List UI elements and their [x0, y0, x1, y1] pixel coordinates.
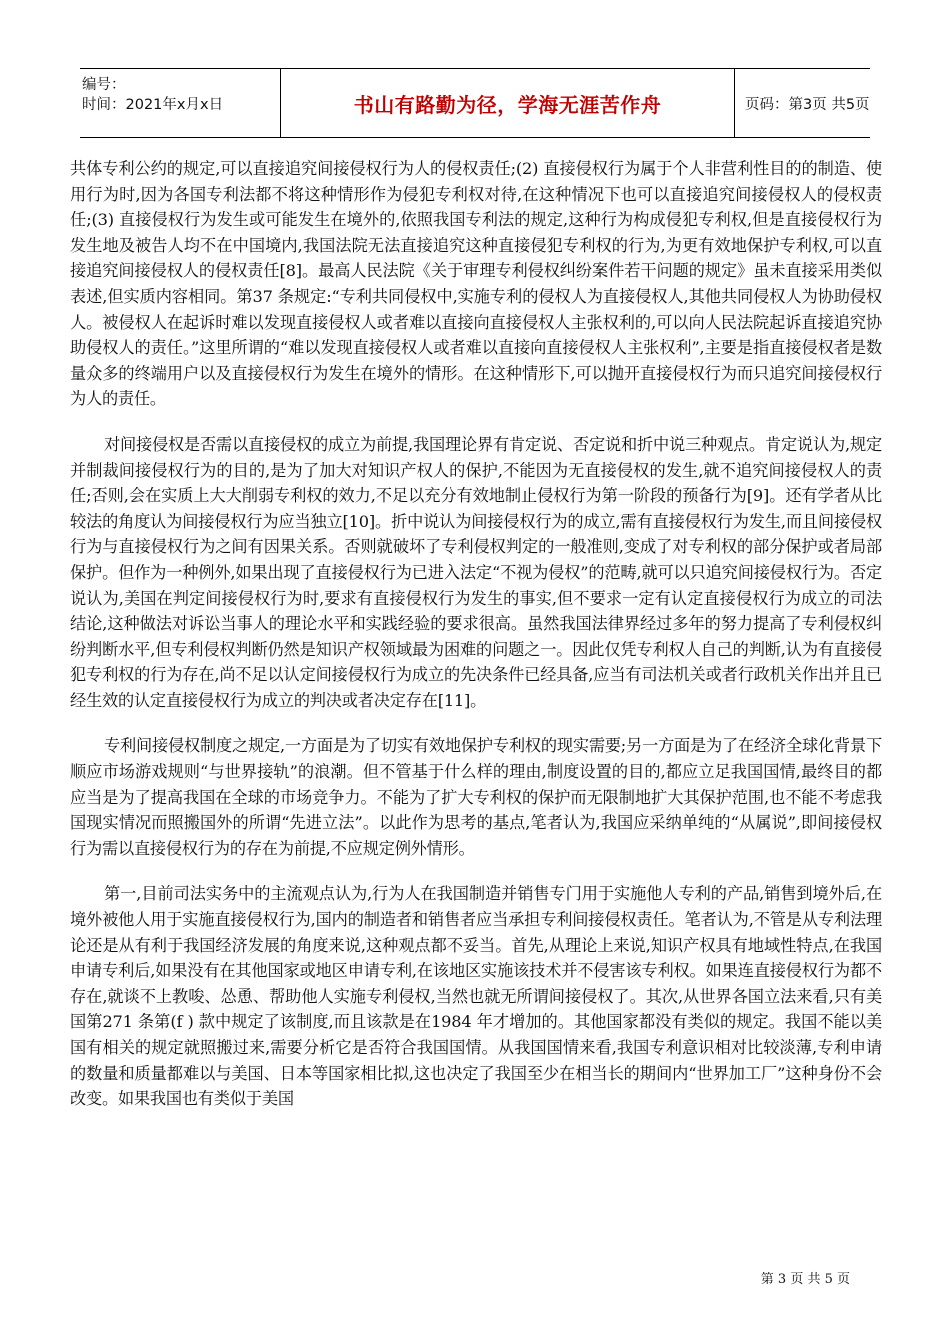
paragraph: 专利间接侵权制度之规定,一方面是为了切实有效地保护专利权的现实需要;另一方面是为了在经济全球化背景下顺应市场游戏规则“与世界接轨”的浪潮。但不管基于什么样的理由,制度设置的目的,都应立足我国国情,最终目的都应当是为了提高我国在全球的市场竞争力。不能为了扩大专利权的保护而无限制地扩大其保护范围,也不能不考虑我国现实情况而照搬国外的所谓“先进立法”。以此作为思考的基点,笔者认为,我国应采纳单纯的“从属说”,即间接侵权行为需以直接侵权行为的存在为前提,不应规定例外情形。 — [70, 736, 882, 858]
document-header — [80, 68, 870, 138]
document-body — [70, 156, 882, 1132]
number-label: 编号： — [82, 77, 126, 93]
page-label: 页码：第3页 共5页 — [745, 96, 870, 113]
paragraph: 对间接侵权是否需以直接侵权的成立为前提,我国理论界有肯定说、否定说和折中说三种观点。肯定说认为,规定并制裁间接侵权行为的目的,是为了加大对知识产权人的保护,不能因为无直接侵权的发生,就不追究间接侵权人的责任;否则,会在实质上大大削弱专利权的效力,不足以充分有效地制止侵权行为第一阶段的预备行为[9]。还有学者从比较法的角度认为间接侵权行为应当独立[10]。折中说认为间接侵权行为的成立,需有直接侵权行为发生,而且间接侵权行为与直接侵权行为之间有因果关系。否则就破坏了专利侵权判定的一般准则,变成了对专利权的部分保护或者局部保护。但作为一种例外,如果出现了直接侵权行为已进入法定“不视为侵权”的范畴,就可以只追究间接侵权行为。否定说认为,美国在判定间接侵权行为时,要求有直接侵权行为发生的事实,但不要求一定有认定直接侵权行为成立的司法结论,这种做法对诉讼当事人的理论水平和实践经验的要求很高。虽然我国法律界经过多年的努力提高了专利侵权纠纷判断水平,但专利侵权判断仍然是知识产权领域最为困难的问题之一。因此仅凭专利权人自己的判断,认为有直接侵犯专利权的行为存在,尚不足以认定间接侵权行为成立的先决条件已经具备,应当有司法机关或者行政机关作出并且已经生效的认定直接侵权行为成立的判决或者决定存在[11]。 — [70, 434, 882, 710]
header-page-cell — [735, 69, 870, 137]
paragraph: 共体专利公约的规定,可以直接追究间接侵权行为人的侵权责任;(2) 直接侵权行为属于个人非营利性目的的制造、使用行为时,因为各国专利法都不将这种情形作为侵犯专利权对待,在这种情况下也可以直接追究间接侵权人的侵权责任;(3) 直接侵权行为发生或可能发生在境外的,依照我国专利法的规定,这种行为构成侵犯专利权,但是直接侵权行为发生地及被告人均不在中国境内,我国法院无法直接追究这种直接侵犯专利权的行为,为更有效地保护专利权,可以直接追究间接侵权人的侵权责任[8]。最高人民法院《关于审理专利侵权纠纷案件若干问题的规定》虽未直接采用类似表述,但实质内容相同。第37 条规定:“专利共同侵权中,实施专利的侵权人为直接侵权人,其他共同侵权人为协助侵权人。被侵权人在起诉时难以发现直接侵权人或者难以直接向直接侵权人主张权利的,可以向人民法院起诉直接追究协助侵权人的责任。”这里所谓的“难以发现直接侵权人或者难以直接向直接侵权人主张权利”,主要是指直接侵权者是数量众多的终端用户以及直接侵权行为发生在境外的情形。在这种情形下,可以抛开直接侵权行为而只追究间接侵权行为人的责任。 — [70, 159, 882, 409]
paragraph: 第一,目前司法实务中的主流观点认为,行为人在我国制造并销售专门用于实施他人专利的产品,销售到境外后,在境外被他人用于实施直接侵权行为,国内的制造者和销售者应当承担专利间接侵权责任。笔者认为,不管是从专利法理论还是从有利于我国经济发展的角度来说,这种观点都不妥当。首先,从理论上来说,知识产权具有地域性特点,在我国申请专利后,如果没有在其他国家或地区申请专利,在该地区实施该技术并不侵害该专利权。如果连直接侵权行为都不存在,就谈不上教唆、怂恿、帮助他人实施专利侵权,当然也就无所谓间接侵权了。其次,从世界各国立法来看,只有美国第271 条第(f ) 款中规定了该制度,而且该款是在1984 年才增加的。其他国家都没有类似的规定。我国不能以美国有相关的规定就照搬过来,需要分析它是否符合我国国情。从我国国情来看,我国专利意识相对比较淡薄,专利申请的数量和质量都难以与美国、日本等国家相比拟,这也决定了我国至少在相当长的期间内“世界加工厂”这种身份不会改变。如果我国也有类似于美国 — [70, 884, 882, 1109]
header-meta — [80, 69, 280, 137]
time-label: 时间：2021年x月x日 — [82, 97, 224, 113]
header-motto-cell — [280, 69, 735, 137]
page-footer: 第 3 页 共 5 页 — [760, 1272, 850, 1287]
header-motto: 书山有路勤为径，学海无涯苦作舟 — [353, 92, 662, 117]
